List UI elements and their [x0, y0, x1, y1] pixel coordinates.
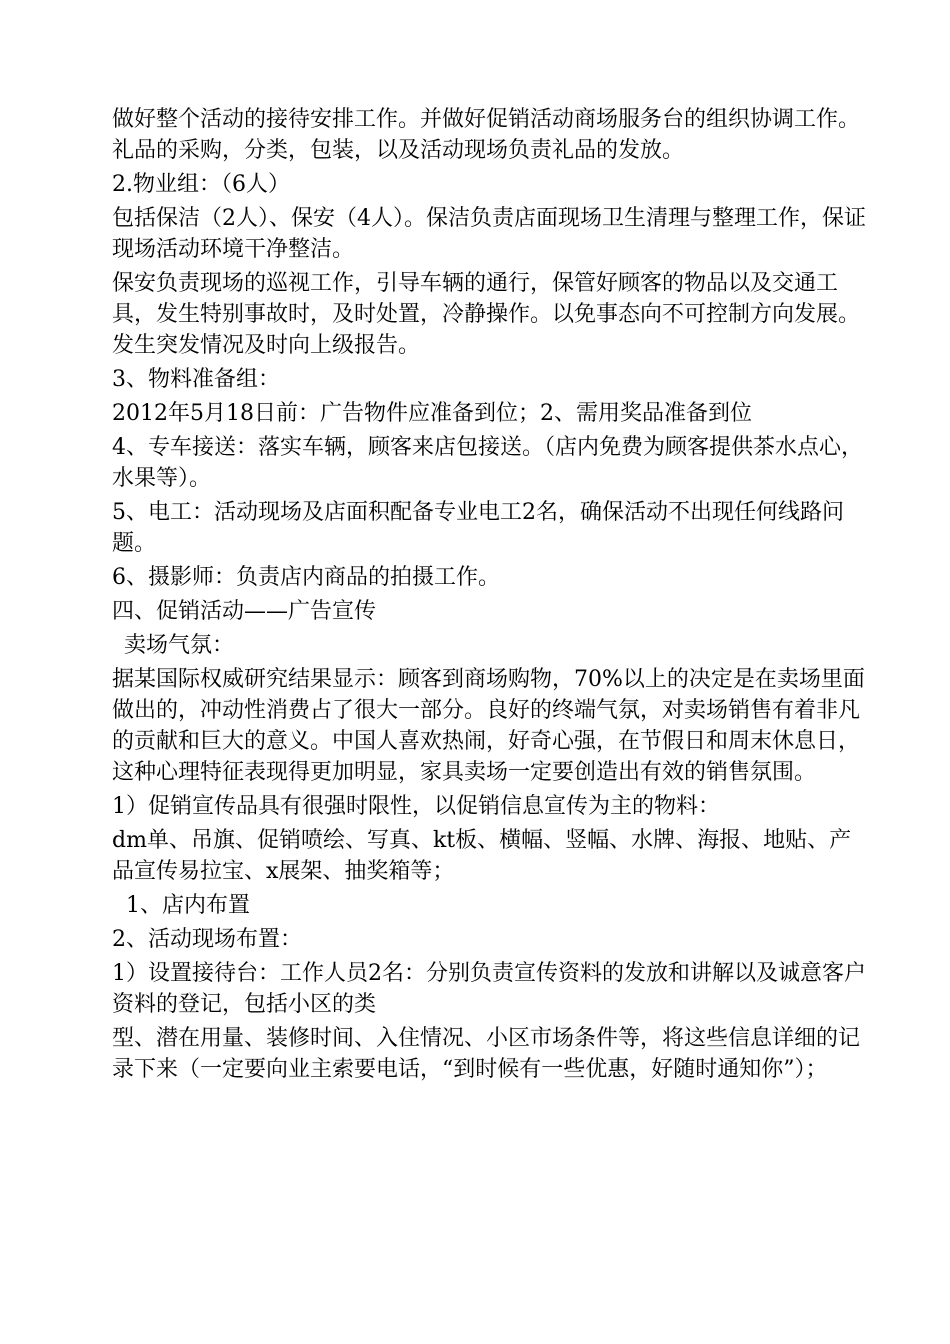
document-page: [112, 104, 866, 1085]
paragraph-reception-desk: 1）设置接待台：工作人员2名：分别负责宣传资料的发放和讲解以及诚意客户资料的登记，包括小区的类: [112, 961, 866, 1017]
paragraph-shuttle: 4、专车接送：落实车辆，顾客来店包接送。（店内免费为顾客提供茶水点心，水果等）。: [112, 435, 863, 491]
paragraph-research: 据某国际权威研究结果显示：顾客到商场购物，70%以上的决定是在卖场里面做出的，冲动性消费占了很大一部分。良好的终端气氛，对卖场销售有着非凡的贡献和巨大的意义。中国人喜欢热闹，好奇心强，在节假日和周末休息日，这种心理特征表现得更加明显，家具卖场一定要创造出有效的销售氛围。: [112, 667, 865, 785]
heading-store-layout: 1、店内布置: [126, 893, 250, 918]
paragraph-promo-materials: 1）促销宣传品具有很强时限性，以促销信息宣传为主的物料：: [112, 794, 720, 819]
paragraph-materials-deadline: 2012年5月18日前：广告物件应准备到位；2、需用奖品准备到位: [112, 401, 752, 426]
paragraph-electrician: 5、电工：活动现场及店面积配备专业电工2名，确保活动不出现任何线路问题。: [112, 500, 844, 556]
heading-materials-group: 3、物料准备组：: [112, 367, 280, 392]
paragraph-photographer: 6、摄影师：负责店内商品的拍摄工作。: [112, 565, 500, 590]
heading-store-atmosphere: 卖场气氛：: [124, 633, 235, 658]
heading-property-group: 2.物业组：（6人）: [112, 172, 290, 197]
heading-venue-layout: 2、活动现场布置：: [112, 927, 302, 952]
paragraph-reception: 做好整个活动的接待安排工作。并做好促销活动商场服务台的组织协调工作。礼品的采购，分类，包装，以及活动现场负责礼品的发放。: [112, 107, 861, 163]
paragraph-customer-info: 型、潜在用量、装修时间、入住情况、小区市场条件等，将这些信息详细的记录下来（一定要向业主索要电话，“到时候有一些优惠，好随时通知你”）；: [112, 1026, 861, 1082]
heading-advertising: 四、促销活动——广告宣传: [112, 599, 377, 624]
paragraph-security: 保安负责现场的巡视工作，引导车辆的通行，保管好顾客的物品以及交通工具，发生特别事故时，及时处置，冷静操作。以免事态向不可控制方向发展。发生突发情况及时向上级报告。: [112, 271, 861, 358]
paragraph-cleaning: 包括保洁（2人）、保安（4人）。保洁负责店面现场卫生清理与整理工作，保证现场活动环境干净整洁。: [112, 206, 866, 262]
paragraph-materials-list: dm单、吊旗、促销喷绘、写真、kt板、横幅、竖幅、水牌、海报、地贴、产品宣传易拉宝、x展架、抽奖箱等；: [112, 828, 852, 884]
